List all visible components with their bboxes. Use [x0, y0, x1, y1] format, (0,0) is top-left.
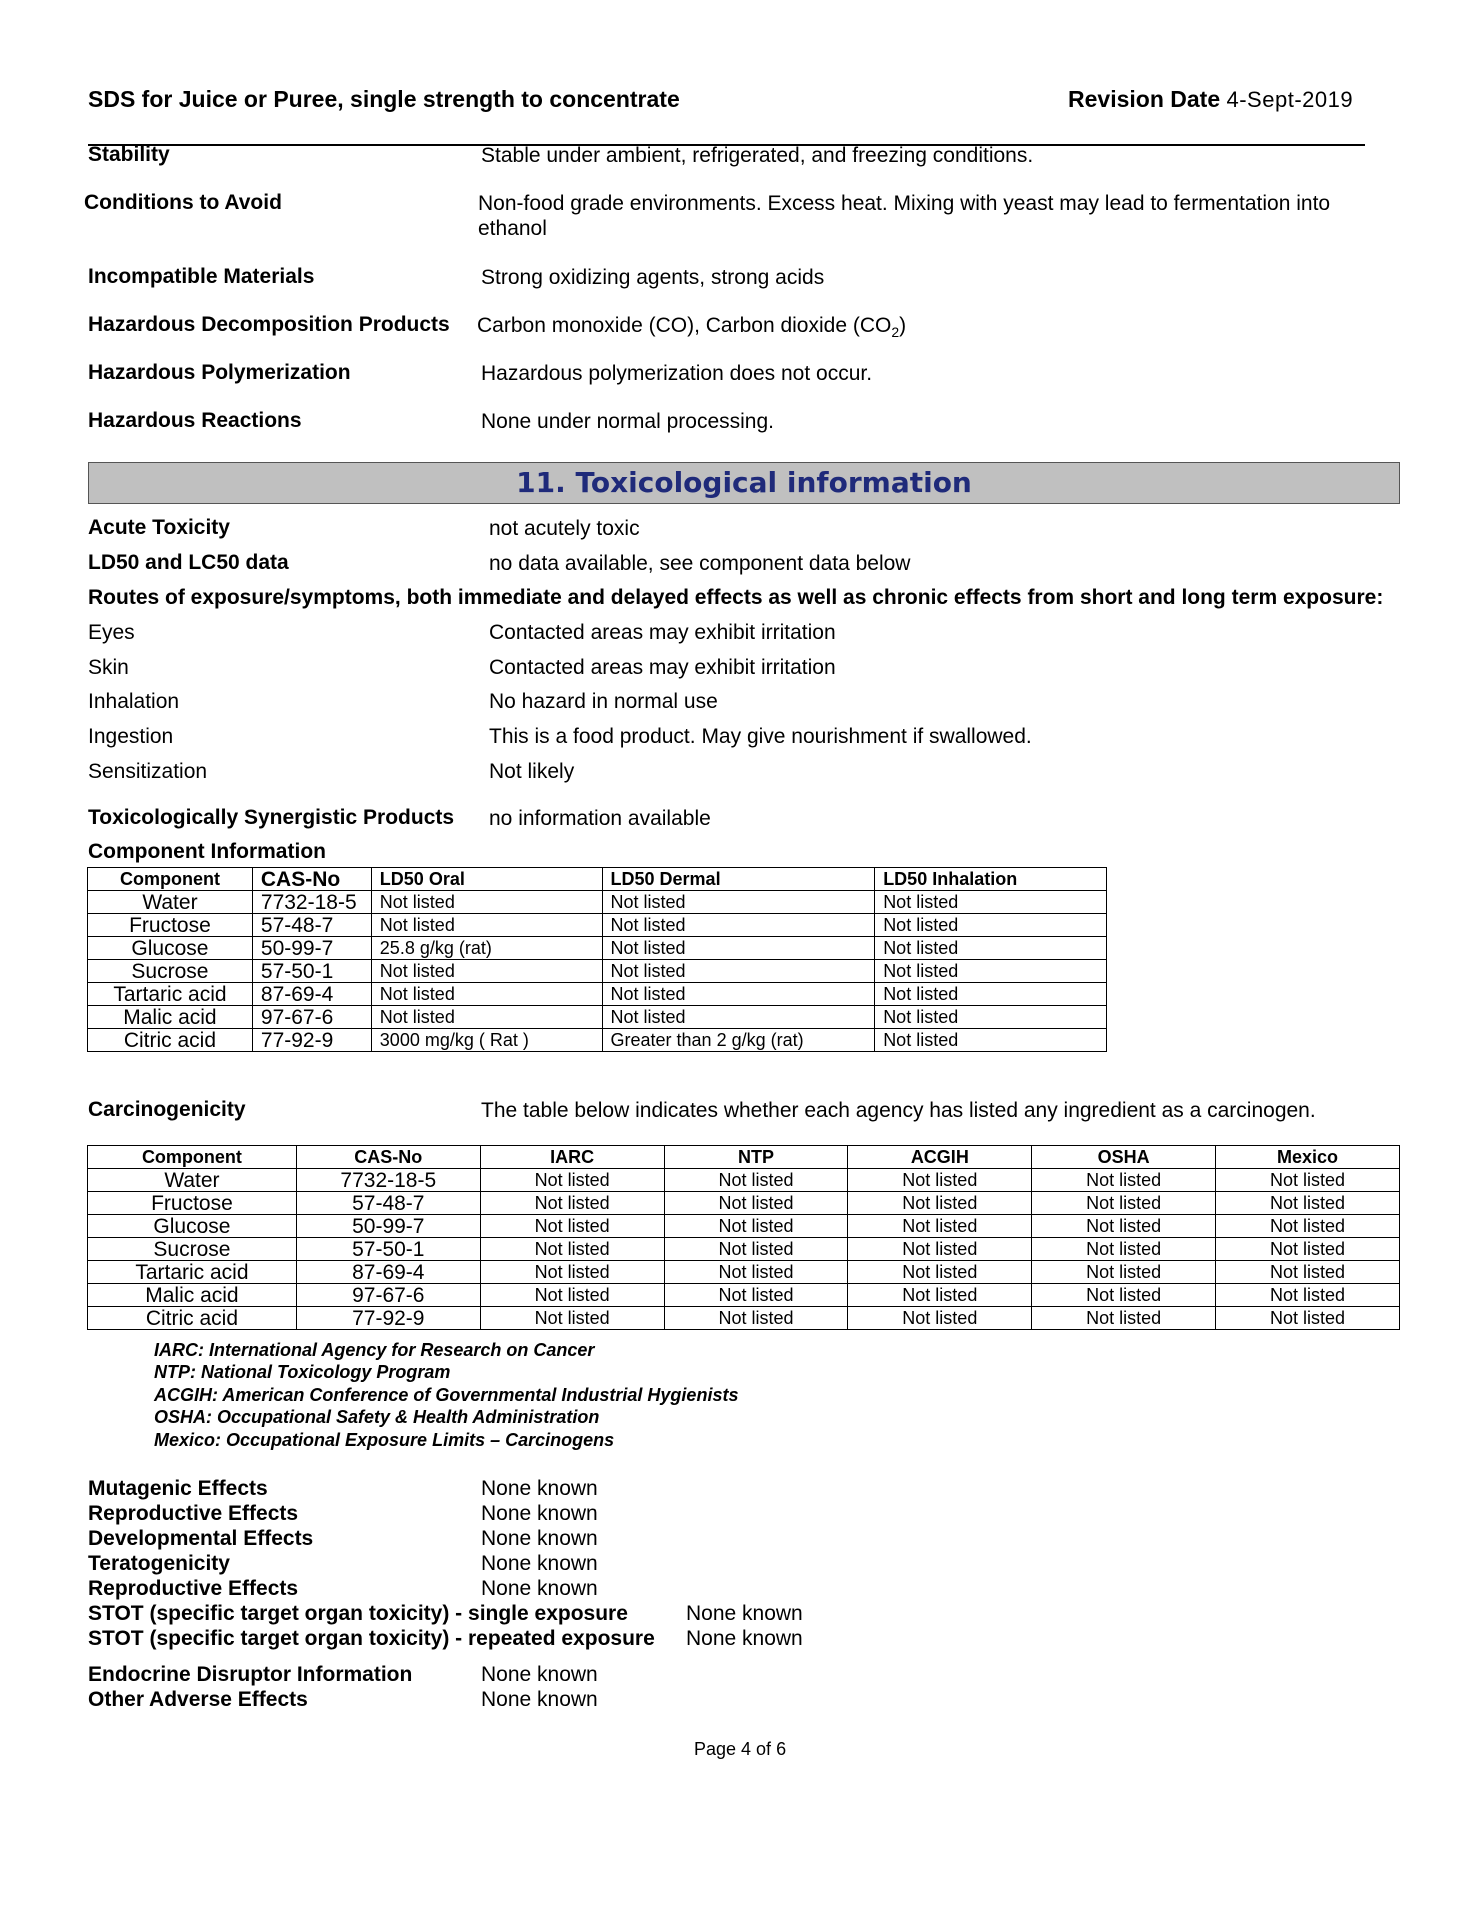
- table-cell: Not listed: [875, 1006, 1107, 1029]
- column-header: CAS-No: [296, 1146, 480, 1169]
- column-header: CAS-No: [252, 868, 371, 891]
- incompatible-materials-label: Incompatible Materials: [88, 265, 315, 288]
- table-cell: Not listed: [480, 1192, 664, 1215]
- table-cell: Not listed: [371, 1006, 602, 1029]
- table-cell: Not listed: [1032, 1261, 1216, 1284]
- table-cell: Not listed: [875, 960, 1107, 983]
- route-sensitization-label: Sensitization: [88, 760, 208, 783]
- table-cell: Not listed: [664, 1307, 848, 1330]
- table-cell: Not listed: [1216, 1284, 1400, 1307]
- table-cell: Not listed: [875, 937, 1107, 960]
- table-row: [88, 983, 1107, 1006]
- table-row: [88, 1169, 1400, 1192]
- table-cell: Not listed: [848, 1307, 1032, 1330]
- table-row: [88, 1261, 1400, 1284]
- hazardous-polymerization-label: Hazardous Polymerization: [88, 361, 351, 384]
- document-title: SDS for Juice or Puree, single strength to concentrate: [88, 86, 680, 112]
- route-inhalation-value: No hazard in normal use: [489, 690, 718, 713]
- table-cell: Not listed: [875, 1029, 1107, 1052]
- table-cell: Malic acid: [88, 1006, 253, 1029]
- column-header: Mexico: [1216, 1146, 1400, 1169]
- table-cell: Not listed: [1216, 1215, 1400, 1238]
- other-adverse-effects-label: Other Adverse Effects: [88, 1688, 308, 1711]
- column-header: LD50 Inhalation: [875, 868, 1107, 891]
- table-cell: Not listed: [480, 1307, 664, 1330]
- table-cell: Not listed: [1032, 1238, 1216, 1261]
- column-header: LD50 Oral: [371, 868, 602, 891]
- table-cell: 77-92-9: [296, 1307, 480, 1330]
- table-cell: 7732-18-5: [252, 891, 371, 914]
- table-cell: Not listed: [480, 1261, 664, 1284]
- stot-single-label: STOT (specific target organ toxicity) - single exposure: [88, 1602, 628, 1625]
- other-adverse-effects-value: None known: [481, 1688, 598, 1711]
- revision-date-label: Revision Date: [1068, 86, 1221, 112]
- table-cell: Not listed: [848, 1169, 1032, 1192]
- table-cell: Not listed: [1032, 1284, 1216, 1307]
- table-row: [88, 937, 1107, 960]
- hazardous-decomposition-value: Carbon monoxide (CO), Carbon dioxide $(CO_2)$: [477, 314, 907, 341]
- legend-ntp: NTP: National Toxicology Program: [154, 1362, 451, 1382]
- acute-toxicity-value: not acutely toxic: [489, 517, 640, 540]
- developmental-effects-value: None known: [481, 1527, 598, 1550]
- table-cell: 57-50-1: [252, 960, 371, 983]
- table-cell: 50-99-7: [252, 937, 371, 960]
- table-cell: Citric acid: [88, 1307, 297, 1330]
- table-row: [88, 1029, 1107, 1052]
- section-title: 11. Toxicological information: [516, 466, 972, 499]
- legend-osha: OSHA: Occupational Safety & Health Administration: [154, 1407, 600, 1427]
- endocrine-disruptor-value: None known: [481, 1663, 598, 1686]
- reproductive-effects-label-2: Reproductive Effects: [88, 1577, 299, 1600]
- table-cell: Fructose: [88, 1192, 297, 1215]
- page-number: Page 4 of 6: [694, 1739, 787, 1759]
- route-eyes-value: Contacted areas may exhibit irritation: [489, 621, 836, 644]
- table-cell: Not listed: [1216, 1238, 1400, 1261]
- hazardous-polymerization-value: Hazardous polymerization does not occur.: [481, 362, 873, 385]
- table-cell: Not listed: [371, 891, 602, 914]
- table-row: [88, 1238, 1400, 1261]
- table-cell: Sucrose: [88, 1238, 297, 1261]
- table-row: [88, 1307, 1400, 1330]
- table-cell: Not listed: [1032, 1215, 1216, 1238]
- route-skin-label: Skin: [88, 656, 129, 679]
- table-cell: Not listed: [602, 983, 875, 1006]
- table-row: [88, 1284, 1400, 1307]
- table-row: [88, 1006, 1107, 1029]
- reproductive-effects-value-2: None known: [481, 1577, 598, 1600]
- table-cell: Greater than 2 g/kg (rat): [602, 1029, 875, 1052]
- table-row: [88, 891, 1107, 914]
- table-cell: 97-67-6: [296, 1284, 480, 1307]
- stability-label: Stability: [88, 143, 170, 166]
- table-row: [88, 1192, 1400, 1215]
- table-cell: Glucose: [88, 937, 253, 960]
- hazardous-reactions-value: None under normal processing.: [481, 410, 774, 433]
- table-cell: Not listed: [848, 1215, 1032, 1238]
- table-cell: 87-69-4: [252, 983, 371, 1006]
- table-cell: Not listed: [480, 1238, 664, 1261]
- table-cell: Not listed: [602, 960, 875, 983]
- column-header: LD50 Dermal: [602, 868, 875, 891]
- routes-heading: Routes of exposure/symptoms, both immediate and delayed effects as well as chronic effects from short and long term exposure:: [88, 586, 1384, 609]
- table-row: [88, 960, 1107, 983]
- column-header: IARC: [480, 1146, 664, 1169]
- table-cell: Not listed: [602, 1006, 875, 1029]
- column-header: Component: [88, 868, 253, 891]
- stot-single-value: None known: [686, 1602, 803, 1625]
- table-cell: Not listed: [602, 914, 875, 937]
- table-cell: Not listed: [664, 1192, 848, 1215]
- table-cell: 25.8 g/kg (rat): [371, 937, 602, 960]
- table-cell: Not listed: [1032, 1192, 1216, 1215]
- mutagenic-effects-label: Mutagenic Effects: [88, 1477, 268, 1500]
- reproductive-effects-value: None known: [481, 1502, 598, 1525]
- hazardous-reactions-label: Hazardous Reactions: [88, 409, 302, 432]
- table-cell: 57-50-1: [296, 1238, 480, 1261]
- table-cell: Not listed: [848, 1284, 1032, 1307]
- table-cell: Water: [88, 891, 253, 914]
- table-cell: Not listed: [480, 1169, 664, 1192]
- table-cell: Citric acid: [88, 1029, 253, 1052]
- column-header: OSHA: [1032, 1146, 1216, 1169]
- table-cell: Not listed: [848, 1192, 1032, 1215]
- table-cell: 3000 mg/kg ( Rat ): [371, 1029, 602, 1052]
- table-cell: Not listed: [371, 983, 602, 1006]
- conditions-to-avoid-value: Non-food grade environments. Excess heat. Mixing with yeast may lead to fermentation into: [478, 192, 1331, 215]
- reproductive-effects-label: Reproductive Effects: [88, 1502, 299, 1525]
- conditions-to-avoid-value-line2: ethanol: [478, 217, 547, 240]
- legend-acgih: ACGIH: American Conference of Governmental Industrial Hygienists: [154, 1385, 739, 1405]
- table-cell: Not listed: [1216, 1307, 1400, 1330]
- synergistic-value: no information available: [489, 807, 711, 830]
- table-cell: Not listed: [602, 937, 875, 960]
- synergistic-label: Toxicologically Synergistic Products: [88, 806, 455, 829]
- table-cell: Not listed: [602, 891, 875, 914]
- table-cell: Fructose: [88, 914, 253, 937]
- table-cell: Not listed: [1032, 1307, 1216, 1330]
- carcinogenicity-table: [87, 1145, 1400, 1330]
- table-cell: Not listed: [664, 1284, 848, 1307]
- table-header-row: [88, 868, 1107, 891]
- table-cell: Not listed: [371, 960, 602, 983]
- table-cell: Not listed: [848, 1238, 1032, 1261]
- route-skin-value: Contacted areas may exhibit irritation: [489, 656, 836, 679]
- mutagenic-effects-value: None known: [481, 1477, 598, 1500]
- table-row: [88, 914, 1107, 937]
- table-cell: Tartaric acid: [88, 983, 253, 1006]
- table-header-row: [88, 1146, 1400, 1169]
- table-cell: Not listed: [480, 1215, 664, 1238]
- route-ingestion-label: Ingestion: [88, 725, 174, 748]
- route-inhalation-label: Inhalation: [88, 690, 180, 713]
- route-eyes-label: Eyes: [88, 621, 135, 644]
- developmental-effects-label: Developmental Effects: [88, 1527, 314, 1550]
- table-cell: Sucrose: [88, 960, 253, 983]
- section-11-header: [88, 462, 1400, 504]
- route-ingestion-value: This is a food product. May give nourishment if swallowed.: [489, 725, 1032, 748]
- component-ld50-table: [87, 867, 1107, 1052]
- acute-toxicity-label: Acute Toxicity: [88, 516, 230, 539]
- route-sensitization-value: Not likely: [489, 760, 575, 783]
- table-cell: Not listed: [480, 1284, 664, 1307]
- table-cell: Not listed: [875, 891, 1107, 914]
- column-header: ACGIH: [848, 1146, 1032, 1169]
- conditions-to-avoid-label: Conditions to Avoid: [84, 191, 282, 214]
- endocrine-disruptor-label: Endocrine Disruptor Information: [88, 1663, 413, 1686]
- table-cell: Not listed: [664, 1215, 848, 1238]
- table-cell: Tartaric acid: [88, 1261, 297, 1284]
- column-header: Component: [88, 1146, 297, 1169]
- table-cell: Not listed: [371, 914, 602, 937]
- hazardous-decomposition-label: Hazardous Decomposition Products: [88, 313, 450, 336]
- table-cell: Not listed: [1032, 1169, 1216, 1192]
- revision-date-value: 4-Sept-2019: [1226, 87, 1354, 112]
- ld50-value: no data available, see component data below: [489, 552, 911, 575]
- table-cell: Water: [88, 1169, 297, 1192]
- table-cell: Not listed: [664, 1238, 848, 1261]
- table-cell: Not listed: [875, 914, 1107, 937]
- table-cell: 57-48-7: [296, 1192, 480, 1215]
- carcinogenicity-description: The table below indicates whether each agency has listed any ingredient as a carcinogen.: [481, 1099, 1316, 1122]
- legend-iarc: IARC: International Agency for Research on Cancer: [154, 1340, 595, 1360]
- table-cell: Malic acid: [88, 1284, 297, 1307]
- table-cell: 50-99-7: [296, 1215, 480, 1238]
- table-cell: Not listed: [848, 1261, 1032, 1284]
- revision-date: [1068, 86, 1353, 113]
- stot-repeated-label: STOT (specific target organ toxicity) - repeated exposure: [88, 1627, 655, 1650]
- table-cell: 77-92-9: [252, 1029, 371, 1052]
- carcinogenicity-label: Carcinogenicity: [88, 1098, 246, 1121]
- teratogenicity-label: Teratogenicity: [88, 1552, 230, 1575]
- incompatible-materials-value: Strong oxidizing agents, strong acids: [481, 266, 825, 289]
- table-cell: 87-69-4: [296, 1261, 480, 1284]
- table-cell: Not listed: [875, 983, 1107, 1006]
- table-cell: Not listed: [1216, 1261, 1400, 1284]
- table-cell: Glucose: [88, 1215, 297, 1238]
- component-info-label: Component Information: [88, 840, 326, 863]
- table-row: [88, 1215, 1400, 1238]
- stot-repeated-value: None known: [686, 1627, 803, 1650]
- stability-value: Stable under ambient, refrigerated, and freezing conditions.: [481, 144, 1034, 167]
- table-cell: Not listed: [1216, 1192, 1400, 1215]
- table-cell: Not listed: [664, 1261, 848, 1284]
- column-header: NTP: [664, 1146, 848, 1169]
- table-cell: Not listed: [664, 1169, 848, 1192]
- ld50-label: LD50 and LC50 data: [88, 551, 289, 574]
- table-cell: Not listed: [1216, 1169, 1400, 1192]
- table-cell: 97-67-6: [252, 1006, 371, 1029]
- legend-mexico: Mexico: Occupational Exposure Limits – Carcinogens: [154, 1430, 615, 1450]
- table-cell: 57-48-7: [252, 914, 371, 937]
- teratogenicity-value: None known: [481, 1552, 598, 1575]
- table-cell: 7732-18-5: [296, 1169, 480, 1192]
